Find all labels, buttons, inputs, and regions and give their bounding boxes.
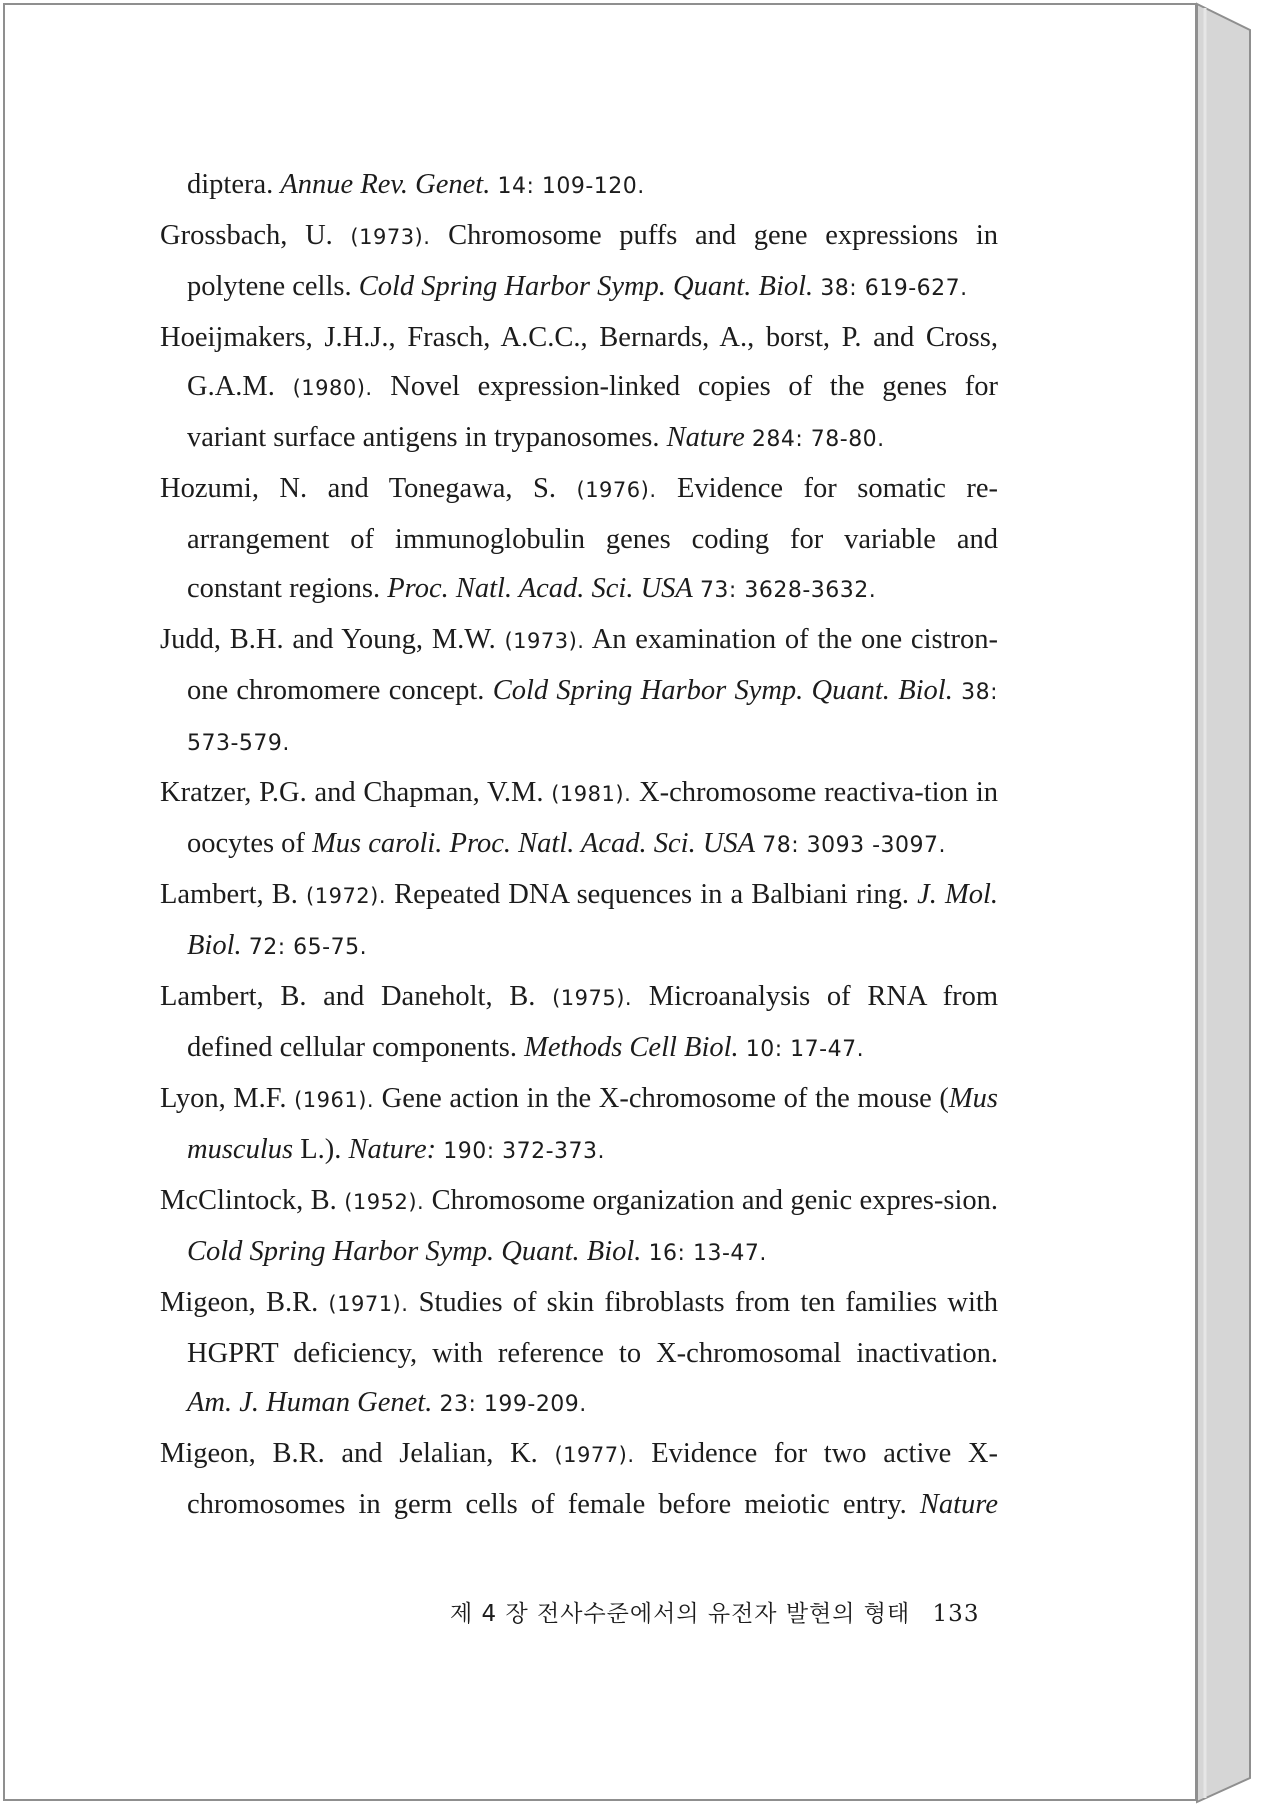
page-number: 133 [932,1601,980,1627]
page-footer [450,1595,980,1628]
reference-item: Hozumi, N. and Tonegawa, S. (1976). Evidence for somatic re-arrangement of immunoglobulin genes coding for variable and constant regions. Proc. Natl. Acad. Sci. USA 73: 3628-3632. [160,473,998,604]
chapter-title: 전사수준에서의 유전자 발현의 형태 [537,1601,911,1627]
reference-item: Kratzer, P.G. and Chapman, V.M. (1981). X-chromosome reactiva-tion in oocytes of Mus caroli. Proc. Natl. Acad. Sci. USA 78: 3093 -3097. [160,777,998,859]
reference-item: diptera. Annue Rev. Genet. 14: 109-120. [187,169,645,200]
reference-item: Grossbach, U. (1973). Chromosome puffs and gene expressions in polytene cells. Cold Spring Harbor Symp. Quant. Biol. 38: 619-627. [160,220,999,302]
reference-item: Judd, B.H. and Young, M.W. (1973). An examination of the one cistron-one chromomere concept. Cold Spring Harbor Symp. Quant. Biol. 38: 573-579. [160,624,998,756]
reference-item: Migeon, B.R. and Jelalian, K. (1977). Evidence for two active X-chromosomes in germ cells of female before meiotic entry. Nature [160,1438,999,1520]
reference-list [160,160,998,1529]
reference-item: Lambert, B. (1972). Repeated DNA sequences in a Balbiani ring. J. Mol. Biol. 72: 65-75. [160,879,999,961]
reference-item: McClintock, B. (1952). Chromosome organization and genic expres-sion. Cold Spring Harbor Symp. Quant. Biol. 16: 13-47. [160,1185,999,1267]
reference-item: Migeon, B.R. (1971). Studies of skin fibroblasts from ten families with HGPRT deficiency, with reference to X-chromosomal inactivation. Am. J. Human Genet. 23: 199-209. [160,1287,999,1418]
chapter-label: 제 4 장 [450,1601,529,1627]
reference-item: Lambert, B. and Daneholt, B. (1975). Microanalysis of RNA from defined cellular components. Methods Cell Biol. 10: 17-47. [160,981,999,1063]
reference-item: Hoeijmakers, J.H.J., Frasch, A.C.C., Bernards, A., borst, P. and Cross, G.A.M. (1980). Novel expression-linked copies of the genes for variant surface antigens in trypanosomes. Nature 284: 78-80. [160,322,999,453]
reference-item: Lyon, M.F. (1961). Gene action in the X-chromosome of the mouse (Mus musculus L.). Nature: 190: 372-373. [160,1083,998,1165]
